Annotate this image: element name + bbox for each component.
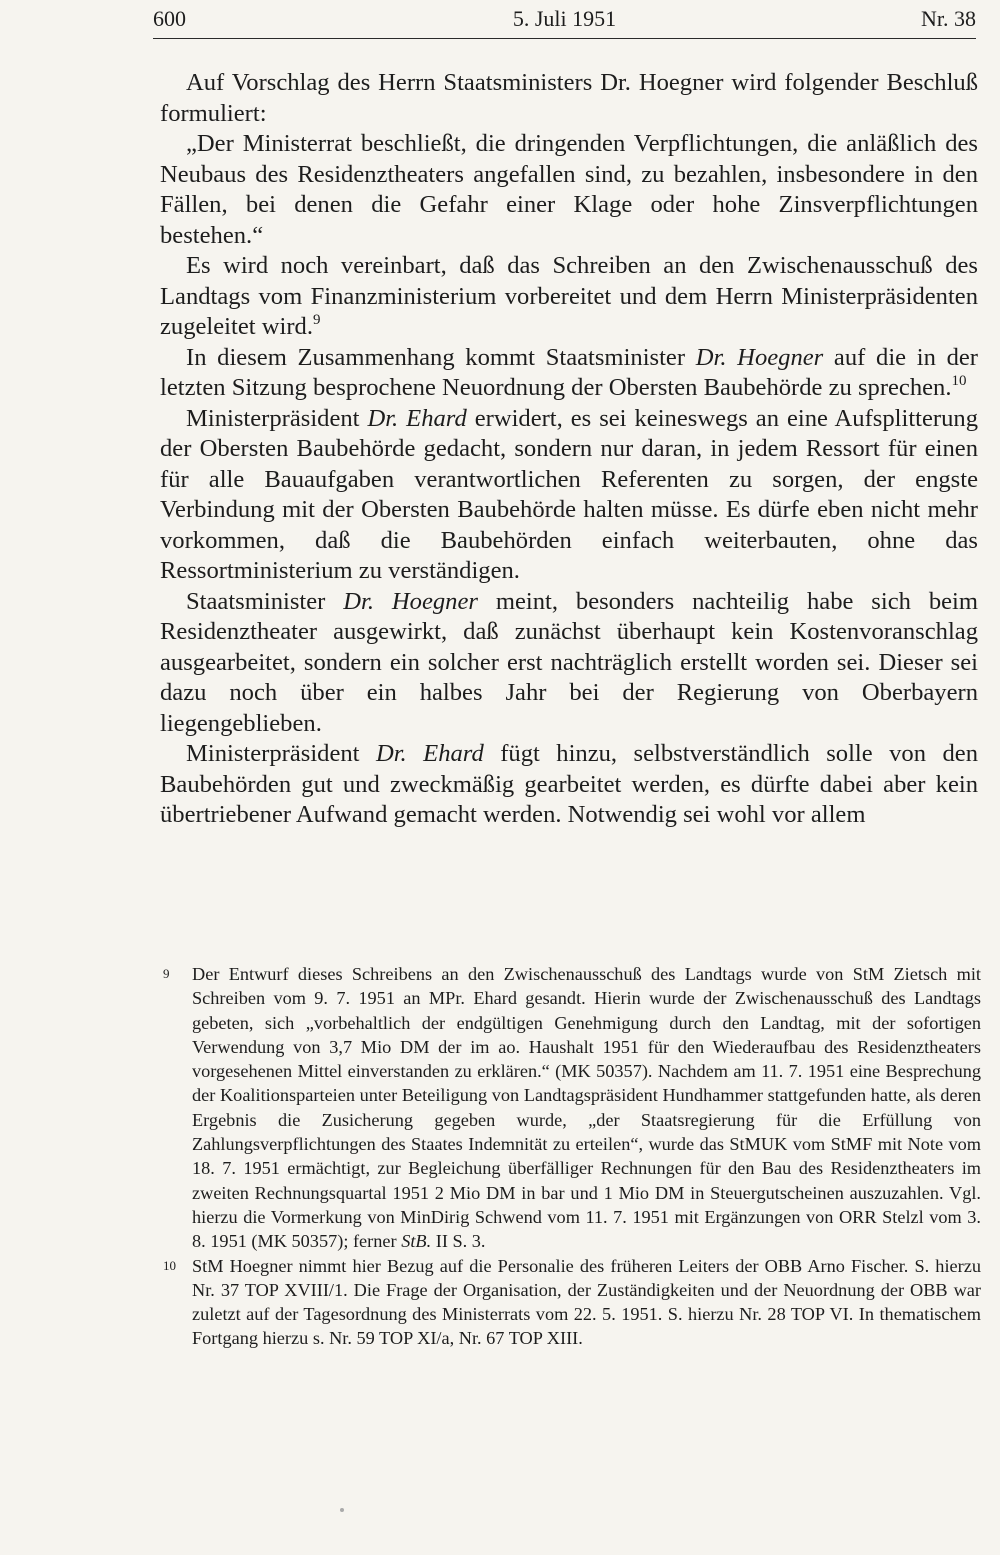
- paragraph-2: „Der Ministerrat beschließt, die dringenden Verpflichtungen, die anläßlich des Neubaus des Residenztheaters angefallen sind, zu bezahlen, insbesondere in den Fällen, bei denen die Gefahr einer Klage oder hohe Zinsverpflichtungen bestehen.“: [160, 130, 978, 249]
- footnote-9-end: II S. 3.: [431, 1231, 486, 1252]
- footnote-10-text: StM Hoegner nimmt hier Bezug auf die Personalie des früheren Leiters der OBB Arno Fischer. S. hierzu Nr. 37 TOP XVIII/1. Die Frage der Organisation, der Zuständigkeiten und der Neuordnung der OBB war zuletzt auf der Tagesordnung des Ministerrats vom 22. 5. 1951. S. hierzu Nr. 28 TOP VI. In thematischem Fortgang hierzu s. Nr. 59 TOP XI/a, Nr. 67 TOP XIII.: [192, 1255, 981, 1349]
- paragraph-4-text-b: auf die in der letzten Sitzung besprochene Neuordnung der Obersten Baubehörde zu sprechen.: [160, 343, 978, 401]
- paragraph-7-text-a: Ministerpräsident: [186, 740, 376, 767]
- footnote-9-number: 9: [163, 966, 170, 981]
- main-text: [160, 68, 978, 831]
- paragraph-5-text-b: erwidert, es sei keineswegs an eine Aufsplitterung der Obersten Baubehörde gedacht, sondern nur daran, in jedem Ressort für einen für alle Bauaufgaben verantwortlichen Referenten zu sorgen, der engste Verbindung mit der Obersten Baubehörde halten müsse. Es dürfe eben nicht mehr vorkommen, daß die Baubehörden einfach weiterbauten, ohne das Ressortministerium zu verständigen.: [160, 404, 978, 584]
- paragraph-7-name: Dr. Ehard: [375, 740, 484, 767]
- page-number: 600: [153, 6, 186, 31]
- header-date: 5. Juli 1951: [512, 6, 617, 31]
- paragraph-3-text: Es wird noch vereinbart, daß das Schreiben an den Zwischenausschuß des Landtags vom Finanzministerium vorbereitet und dem Herrn Ministerpräsidenten zugeleitet wird.: [160, 252, 978, 340]
- footnote-10-number: 10: [163, 1257, 176, 1273]
- paragraph-4: [160, 343, 978, 404]
- paragraph-5-name: Dr. Ehard: [367, 404, 467, 432]
- paragraph-6-name: Dr. Hoegner: [343, 587, 478, 615]
- paragraph-6-text-a: Staatsminister: [186, 587, 344, 615]
- footnote-9: [163, 962, 981, 1254]
- paragraph-6: [160, 587, 978, 740]
- footnote-9-text: Der Entwurf dieses Schreibens an den Zwischenausschuß des Landtags wurde von StM Zietsch mit Schreiben vom 9. 7. 1951 an MPr. Ehard gesandt. Hierin wurde der Zwischenausschuß des Landtags gebeten, sich „vorbehaltlich der endgültigen Genehmigung durch den Landtag, mit der sofortigen Verwendung von 3,7 Mio DM der im ao. Haushalt 1951 für den Wiederaufbau des Residenztheaters vorgesehenen Mittel einverstanden zu erklären.“ (MK 50357). Nachdem am 11. 7. 1951 eine Besprechung der Koalitionsparteien unter Beteiligung von Landtagspräsident Hundhammer stattgefunden hatte, als deren Ergebnis die Zusicherung gegeben wurde, „der Staatsregierung für die Erfüllung von Zahlungsverpflichtungen des Staates Indemnität zu erteilen“, wurde das StMUK vom StMF mit Note vom 18. 7. 1951 ermächtigt, zur Begleichung überfälliger Rechnungen für den Bau des Residenztheaters im zweiten Rechnungsquartal 1951 2 Mio DM in bar und 1 Mio DM in Steuergutscheinen auszuzahlen. Vgl. hierzu die Vormerkung von MinDirig Schwend vom 11. 7. 1951 mit Ergänzungen von ORR Stelzl vom 3. 8. 1951 (MK 50357); ferner: [192, 964, 981, 1252]
- paragraph-7: [160, 739, 978, 831]
- paragraph-5-text-a: Ministerpräsident: [186, 404, 368, 432]
- footnotes: [163, 962, 981, 1351]
- running-header: [153, 2, 976, 39]
- paragraph-5: [160, 404, 978, 587]
- paragraph-1: Auf Vorschlag des Herrn Staatsministers Dr. Hoegner wird folgender Beschluß formuliert:: [160, 69, 978, 127]
- footnote-ref-9[interactable]: 9: [312, 312, 321, 328]
- paragraph-4-text-a: In diesem Zusammenhang kommt Staatsminister: [186, 343, 696, 371]
- document-number: Nr. 38: [921, 6, 976, 31]
- footnote-10: [163, 1254, 981, 1351]
- paragraph-6-text-b: meint, besonders nachteilig habe sich beim Residenztheater ausgewirkt, daß zunächst überhaupt kein Kostenvoranschlag ausgearbeitet, sondern ein solcher erst nachträglich erstellt worden sei. Dieser sei dazu noch über ein halbes Jahr bei der Regierung von Oberbayern liegengeblieben.: [160, 587, 978, 737]
- paragraph-3: [160, 251, 978, 343]
- footnote-ref-10[interactable]: 10: [951, 373, 967, 389]
- paper-speck: [340, 1508, 344, 1512]
- footnote-9-italic: StB.: [401, 1231, 432, 1252]
- paragraph-7-text-b: fügt hinzu, selbstverständlich solle von den Baubehörden gut und zweckmäßig gearbeitet werden, es dürfte dabei aber kein übertriebener Aufwand gemacht werden. Notwendig sei wohl vor allem: [160, 740, 978, 828]
- paragraph-4-name: Dr. Hoegner: [695, 343, 824, 371]
